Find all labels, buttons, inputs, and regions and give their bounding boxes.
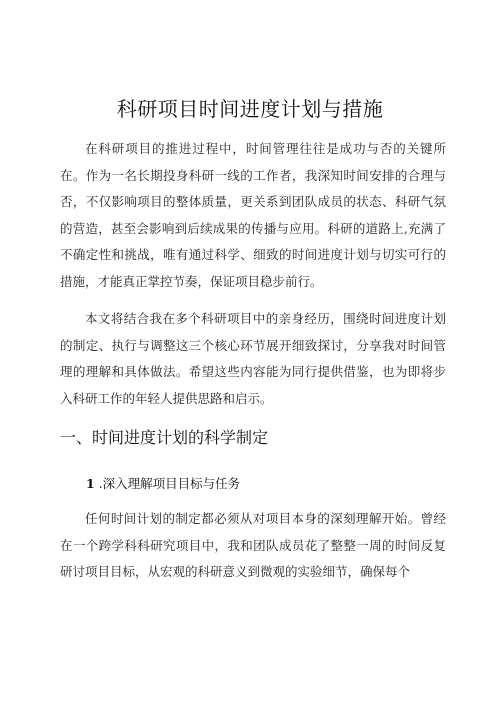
subsection-number: 1 bbox=[86, 476, 95, 491]
intro-paragraph-2: 本文将结合我在多个科研项目中的亲身经历，围绕时间进度计划的制定、执行与调整这三个核心环节展开细致探讨，分享我对时间管理的理解和具体做法。希望这些内容能为同行提供借鉴，也为即将步入科研工作的年轻人提供思路和启示。 bbox=[60, 311, 446, 406]
intro-paragraph-1: 在科研项目的推进过程中，时间管理往往是成功与否的关键所在。作为一名长期投身科研一线的工作者，我深知时间安排的合理与否，不仅影响项目的整体质量，更关系到团队成员的状态、科研气氛的营造，甚至会影响到后续成果的传播与应用。科研的道路上,充满了不确定性和挑战，唯有通过科学、细致的时间进度计划与切实可行的措施，才能真正掌控节奏，保证项目稳步前行。 bbox=[60, 141, 446, 289]
subsection-heading bbox=[86, 474, 240, 494]
section-paragraph: 任何时间计划的制定都必须从对项目本身的深刻理解开始。曾经在一个跨学科科研究项目中，我和团队成员花了整整一周的时间反复研讨项目目标，从宏观的科研意义到微观的实验细节，确保每个 bbox=[60, 511, 446, 579]
page-title: 科研项目时间进度计划与措施 bbox=[116, 97, 384, 121]
subsection-title: .深入理解项目目标与任务 bbox=[98, 476, 241, 491]
section-heading: 一、时间进度计划的科学制定 bbox=[60, 428, 269, 447]
